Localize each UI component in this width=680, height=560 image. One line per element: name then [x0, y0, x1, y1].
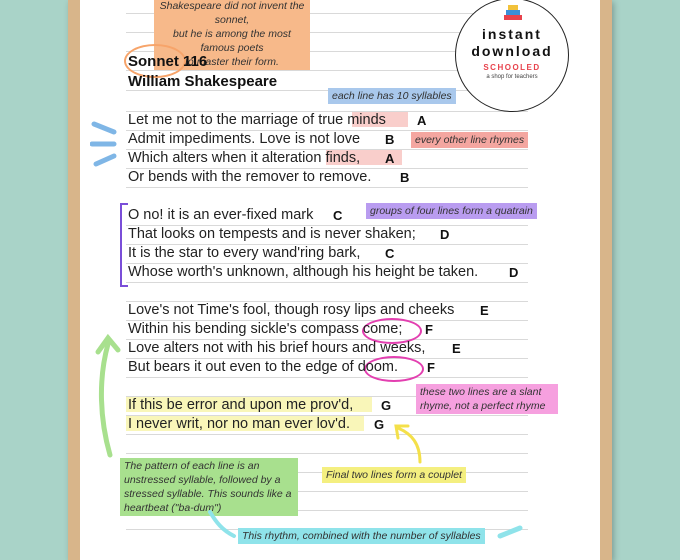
- slant-note-line: these two lines are a slant: [420, 386, 542, 398]
- rhyme-letter: G: [374, 417, 385, 432]
- rhyme-letter: A: [417, 113, 427, 128]
- poem-line: Love's not Time's fool, though rosy lips and cheeks: [128, 302, 455, 318]
- rule-line: [126, 453, 528, 454]
- top-note-line: to master their form.: [185, 56, 279, 68]
- slant-rhyme-note: [416, 384, 558, 414]
- instant-download-badge: [455, 0, 569, 112]
- rhyme-letter: D: [509, 265, 519, 280]
- pattern-note-line: stressed syllable. This sounds like a: [124, 488, 292, 500]
- rhyme-letter: B: [385, 132, 395, 147]
- rhyme-letter: F: [425, 322, 433, 337]
- poem-line: I never writ, nor no man ever lov'd.: [128, 416, 350, 432]
- rule-line: [126, 282, 528, 283]
- rhyme-letter: G: [381, 398, 392, 413]
- emphasis-marks-icon: [90, 118, 124, 170]
- poem-line: Love alters not with his brief hours and weeks,: [128, 340, 426, 356]
- rule-line: [126, 434, 528, 435]
- pattern-note-line: unstressed syllable, followed by a: [124, 474, 281, 486]
- rule-line: [126, 377, 528, 378]
- poem-line: If this be error and upon me prov'd,: [128, 397, 354, 413]
- poem-line: It is the star to every wand'ring bark,: [128, 245, 361, 261]
- rhyme-letter: B: [400, 170, 410, 185]
- poem-line: Which alters when it alteration finds,: [128, 150, 361, 166]
- poem-title: Sonnet 116: [128, 53, 208, 70]
- rhymes-note: every other line rhymes: [411, 132, 528, 148]
- poem-line: Or bends with the remover to remove.: [128, 169, 372, 185]
- slant-note-line: rhyme, not a perfect rhyme: [420, 400, 546, 412]
- badge-brand: SCHOOLED: [483, 63, 541, 72]
- top-note-line: Shakespeare did not invent the sonnet,: [159, 0, 305, 26]
- rhyme-letter: C: [385, 246, 395, 261]
- quatrain-note: groups of four lines form a quatrain: [366, 203, 537, 219]
- rhyme-letter: F: [427, 360, 435, 375]
- pattern-note-line: The pattern of each line is an: [124, 460, 260, 472]
- badge-line2: download: [471, 43, 553, 59]
- poem-line: Whose worth's unknown, although his height be taken.: [128, 264, 479, 280]
- rhythm-note: This rhythm, combined with the number of syllables: [238, 528, 485, 544]
- rhyme-letter: D: [440, 227, 450, 242]
- syllables-note: each line has 10 syllables: [328, 88, 456, 104]
- rhyme-letter: A: [385, 151, 395, 166]
- poem-line: That looks on tempests and is never shaken;: [128, 226, 416, 242]
- green-arrow-icon: [90, 330, 130, 460]
- poem-line: O no! it is an ever-fixed mark: [128, 207, 314, 223]
- badge-tagline: a shop for teachers: [486, 74, 538, 80]
- quatrain-bracket: [120, 203, 128, 287]
- poem-line: Admit impediments. Love is not love: [128, 131, 361, 147]
- poem-line: But bears it out even to the edge of doom.: [128, 359, 399, 375]
- rhyme-letter: E: [452, 341, 461, 356]
- yellow-arrow-icon: [390, 418, 430, 466]
- poem-line: Let me not to the marriage of true minds: [128, 112, 386, 128]
- pattern-note-line: heartbeat ("ba-dum"): [124, 502, 222, 514]
- poem-line: Within his bending sickle's compass come;: [128, 321, 403, 337]
- rule-line: [126, 187, 528, 188]
- rhyme-letter: E: [480, 303, 489, 318]
- books-icon: [504, 5, 522, 23]
- cyan-arrow-icon: [206, 510, 240, 540]
- couplet-note: Final two lines form a couplet: [322, 467, 466, 483]
- cyan-dash-icon: [496, 524, 526, 540]
- pattern-note: [120, 458, 298, 516]
- badge-line1: instant: [482, 26, 542, 42]
- top-note-line: but he is among the most famous poets: [173, 28, 291, 54]
- rhyme-letter: C: [333, 208, 343, 223]
- poem-author: William Shakespeare: [128, 73, 278, 90]
